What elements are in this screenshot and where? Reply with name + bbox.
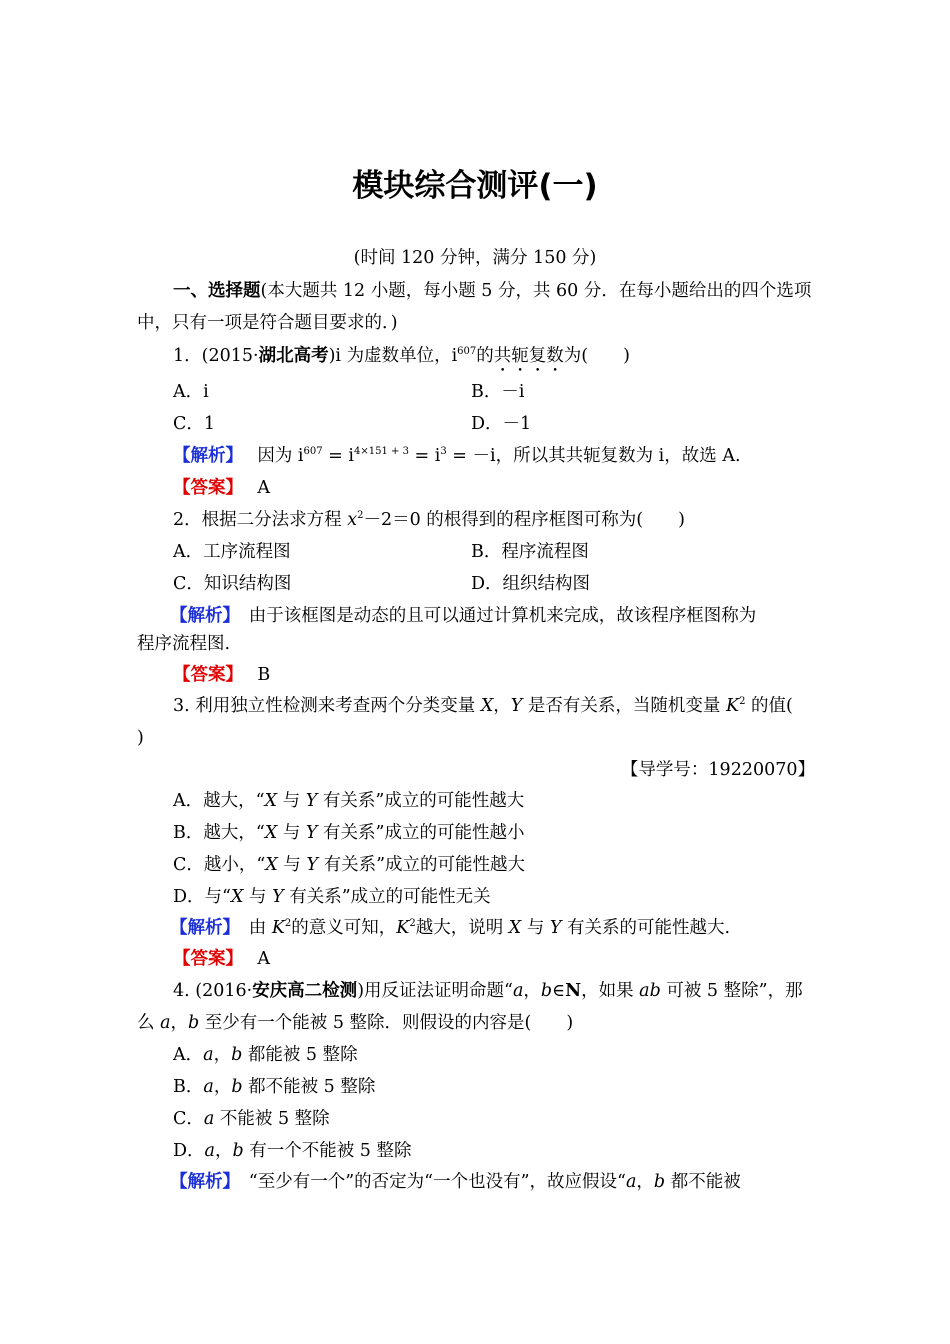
option-b: B．越大，“X 与 Y 有关系”成立的可能性越小 <box>173 823 525 843</box>
option-c: C．知识结构图 <box>173 574 292 594</box>
analysis-tag: 【解析】 <box>170 606 232 626</box>
answer-tag: 【答案】 <box>173 665 235 685</box>
option-c: C．a 不能被 5 整除 <box>173 1109 330 1129</box>
page-title: 模块综合测评(一) <box>352 168 598 204</box>
section-label: 一、选择题 <box>173 281 261 301</box>
analysis-2-line2: 程序流程图. <box>137 634 231 654</box>
exam-info: (时间 120 分钟，满分 150 分) <box>353 248 597 268</box>
option-a: A．工序流程图 <box>173 542 291 562</box>
analysis-tag: 【解析】 <box>173 446 235 466</box>
option-c: C．1 <box>173 414 216 434</box>
option-a: A．a，b 都能被 5 整除 <box>173 1045 358 1065</box>
option-d: D．与“X 与 Y 有关系”成立的可能性无关 <box>173 887 491 907</box>
analysis-1: 【解析】 因为 $i^{607} = i^{4\times 151 + 3} = i^3 = -i$，所以其共轭复数为 i，故选 A. <box>173 446 741 466</box>
analysis-tag: 【解析】 <box>170 1172 232 1192</box>
question-source: 湖北高考 <box>258 346 329 366</box>
answer-3: 【答案】 A <box>173 949 270 969</box>
answer-1: 【答案】 A <box>173 478 270 498</box>
analysis-2: 【解析】 由于该框图是动态的且可以通过计算机来完成，故该程序框图称为 <box>170 606 757 626</box>
analysis-3: 【解析】 由 $K^2$的意义可知，$K^2$越大，说明 X 与 Y 有关系的可能性越大. <box>170 918 731 938</box>
section-intro: 一、选择题(本大题共 12 小题，每小题 5 分，共 60 分．在每小题给出的四个选项 <box>173 281 812 301</box>
option-b: B．程序流程图 <box>471 542 589 562</box>
option-b: B．a，b 都不能被 5 整除 <box>173 1077 376 1097</box>
option-d: D．a，b 有一个不能被 5 整除 <box>173 1141 412 1161</box>
question-source: 安庆高二检测 <box>252 981 358 1001</box>
analysis-4: 【解析】 “至少有一个”的否定为“一个也没有”，故应假设“a，b 都不能被 <box>170 1172 741 1192</box>
option-d: D．组织结构图 <box>471 574 591 594</box>
option-d: D．－1 <box>471 414 532 434</box>
question-4-stem: 4. (2016·安庆高二检测)用反证法证明命题“a，b∈N，如果 ab 可被 5 整除”，那 <box>173 981 803 1001</box>
question-4-stem-line2: 么 a，b 至少有一个能被 5 整除．则假设的内容是( ) <box>137 1013 574 1033</box>
question-2-stem: 2．根据二分法求方程 $x^2-2=0$ 的根得到的程序框图可称为( ) <box>173 510 685 530</box>
question-1-stem: 1．(2015·湖北高考)i 为虚数单位，$i^{607}$的共轭复数为( ) <box>173 346 630 366</box>
answer-2: 【答案】 B <box>173 665 271 685</box>
question-3-stem-line2: ) <box>137 728 144 748</box>
answer-tag: 【答案】 <box>173 478 235 498</box>
answer-tag: 【答案】 <box>173 949 235 969</box>
guide-number: 【导学号：19220070】 <box>620 760 815 780</box>
option-a: A．越大，“X 与 Y 有关系”成立的可能性越大 <box>173 791 525 811</box>
option-a: A．i <box>173 382 209 402</box>
option-b: B．－i <box>471 382 525 402</box>
section-intro-line2: 中，只有一项是符合题目要求的．) <box>137 313 398 333</box>
analysis-tag: 【解析】 <box>170 918 232 938</box>
emphasis-dotted-text: 共轭复数 <box>493 346 564 366</box>
question-3-stem: 3. 利用独立性检测来考查两个分类变量 X，Y 是否有关系，当随机变量 $K^2$ 的值( <box>173 696 793 716</box>
option-c: C．越小，“X 与 Y 有关系”成立的可能性越大 <box>173 855 526 875</box>
